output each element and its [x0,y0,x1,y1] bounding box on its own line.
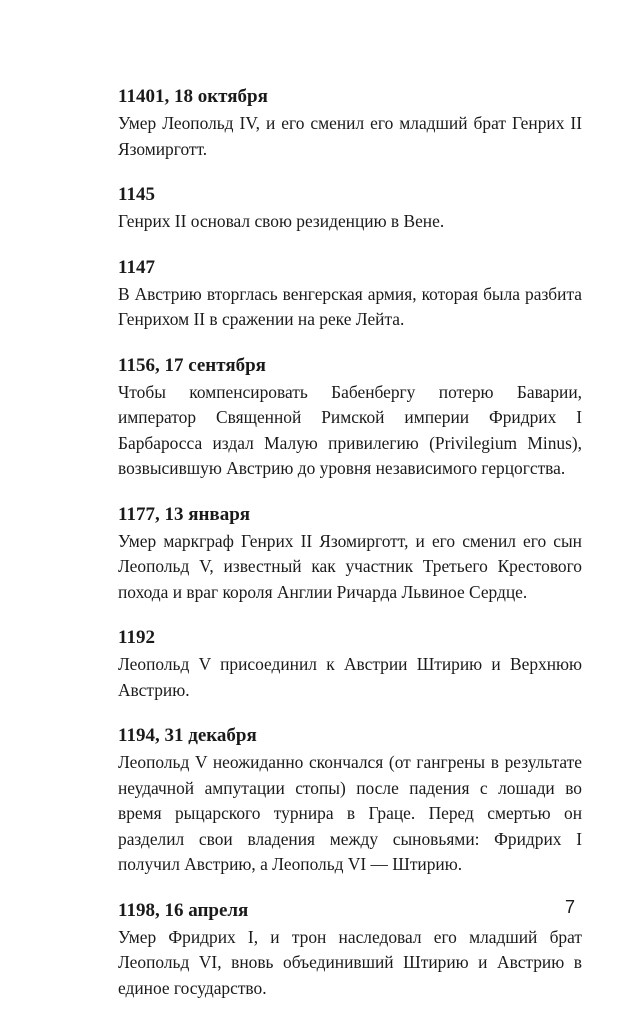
chronology-entry [118,898,582,1002]
entry-text: Умер маркграф Генрих II Язомирготт, и его сменил его сын Леопольд V, известный как участник Третьего Крестового похода и враг короля Англии Ричарда Львиное Сердце. [118,530,582,602]
entry-date: 1147 [118,256,155,278]
entry-date: 1145 [118,184,155,205]
entry-text: В Австрию вторглась венгерская армия, которая была разбита Генрихом II в сражении на реке Лейта. [118,283,582,329]
chronology-entry [118,502,582,606]
chronology-entry [118,723,582,878]
page-number: 7 [564,897,575,917]
entry-text: Умер Леопольд IV, и его сменил его младший брат Генрих II Язомирготт. [118,113,582,159]
chronology-entry [118,625,582,703]
entry-date: 1194, 31 декабря [118,725,257,746]
entry-date: 11401, 18 октября [118,86,268,107]
entry-text: Умер Фридрих I, и трон наследовал его младший брат Леопольд VI, вновь объединивший Штирию и Австрию в единое государство. [118,926,582,998]
chronology-entry [118,255,582,333]
entry-date: 1156, 17 сентября [118,354,266,376]
entry-text: Чтобы компенсировать Бабенбергу потерю Баварии, император Священной Римской империи Фридрих I Барбаросса издал Малую привилегию (Privilegium Minus), возвысившую Австрию до уровня независимого герцогства. [118,381,582,478]
chronology-entry [118,84,582,162]
chronology-entry [118,353,582,482]
chronology-entry [118,182,582,235]
entry-text: Леопольд V неожиданно скончался (от гангрены в результате неудачной ампутации стопы) после падения с лошади во время рыцарского турнира в Граце. Перед смертью он разделил свои владения между сыновьями: Фридрих I получил Австрию, а Леопольд VI — Штирию. [118,752,582,874]
entry-text: Леопольд V присоединил к Австрии Штирию и Верхнюю Австрию. [118,654,582,700]
entry-date: 1198, 16 апреля [118,899,249,921]
entry-date: 1177, 13 января [118,503,251,525]
chronology-page [118,84,582,1021]
entry-date: 1192 [118,627,155,648]
entry-text: Генрих II основал свою резиденцию в Вене. [118,211,445,231]
